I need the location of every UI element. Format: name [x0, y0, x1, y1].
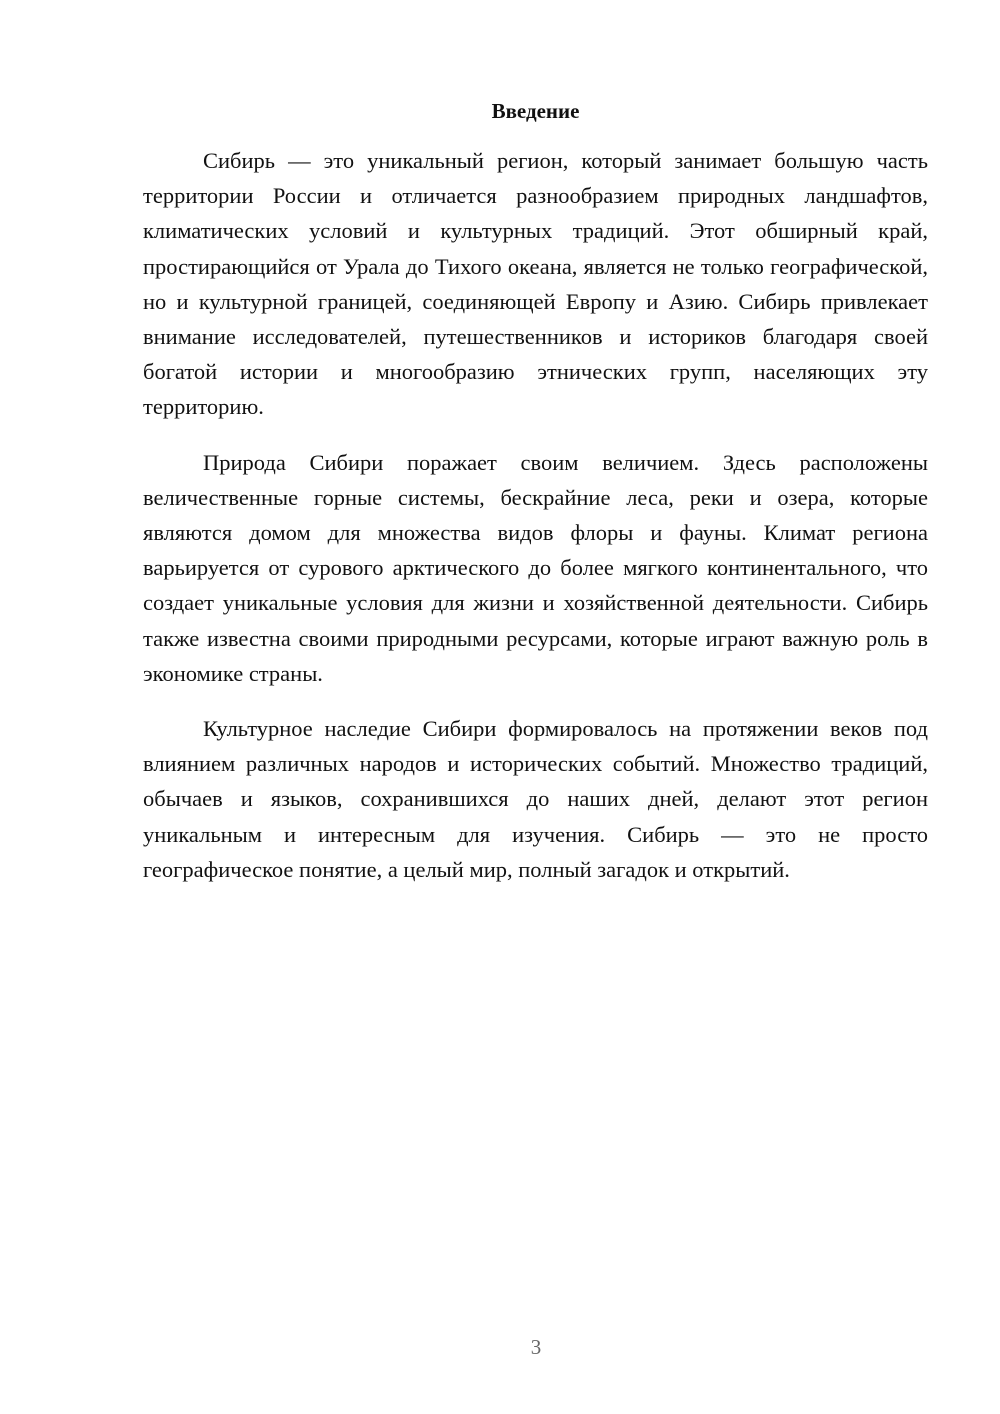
- page-number: 3: [530, 1335, 542, 1359]
- paragraph-3: Культурное наследие Сибири формировалось на протяжении веков под влиянием различных народов и исторических событий. Множество традиций, обычаев и языков, сохранившихся до наших дней, делают этот регион уникальным и интересным для изучения. Сибирь — это не просто географическое понятие, а целый мир, полный загадок и открытий.: [143, 716, 928, 882]
- paragraph-1: Сибирь — это уникальный регион, который занимает большую часть территории России и отличается разнообразием природных ландшафтов, климатических условий и культурных традиций. Этот обширный край, простирающийся от Урала до Тихого океана, является не только географической, но и культурной границей, соединяющей Европу и Азию. Сибирь привлекает внимание исследователей, путешественников и историков благодаря своей богатой истории и многообразию этнических групп, населяющих эту территорию.: [143, 148, 928, 420]
- body-text: [143, 143, 928, 907]
- section-heading: Введение: [491, 99, 580, 123]
- paragraph-2: Природа Сибири поражает своим величием. Здесь расположены величественные горные системы, бескрайние леса, реки и озера, которые являются домом для множества видов флоры и фауны. Климат региона варьируется от сурового арктического до более мягкого континентального, что создает уникальные условия для жизни и хозяйственной деятельности. Сибирь также известна своими природными ресурсами, которые играют важную роль в экономике страны.: [143, 449, 928, 686]
